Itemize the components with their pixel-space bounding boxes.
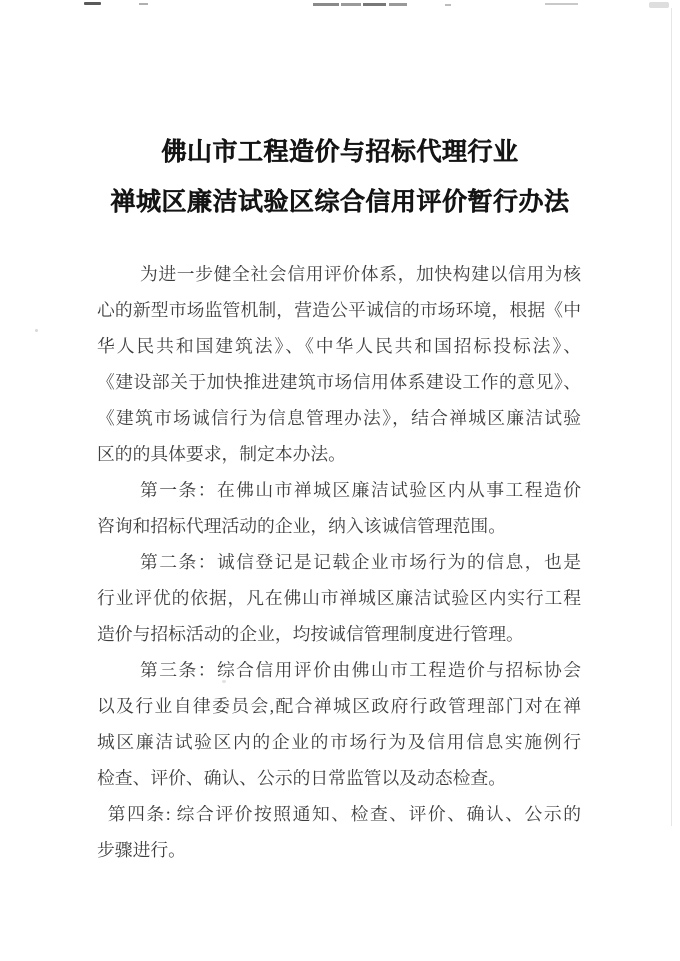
scan-speck (35, 329, 38, 332)
body-text-line: 《建筑市场诚信行为信息管理办法》，结合禅城区廉洁试验 (97, 408, 581, 428)
document-title-line-2: 禅城区廉洁试验区综合信用评价暂行办法 (110, 188, 570, 216)
body-text-line: 城区廉洁试验区内的企业的市场行为及信用信息实施例行 (97, 732, 581, 752)
body-text-line: 行业评优的依据，凡在佛山市禅城区廉洁试验区内实行工程 (97, 588, 581, 608)
body-text-line: 咨询和招标代理活动的企业，纳入该诚信管理范围。 (97, 516, 506, 536)
body-text-line: 第一条：在佛山市禅城区廉洁试验区内从事工程造价 (140, 480, 581, 500)
scan-smudge-mark (545, 3, 578, 5)
body-text-line: 第二条：诚信登记是记载企业市场行为的信息，也是 (140, 552, 581, 572)
scan-smudge-mark (389, 3, 407, 6)
scan-smudge-mark (341, 3, 361, 6)
body-text-line: 《建设部关于加快推进建筑市场信用体系建设工作的意见》、 (97, 372, 581, 392)
scan-edge-line (671, 8, 672, 826)
body-text-line: 华人民共和国建筑法》、《中华人民共和国招标投标法》、 (97, 336, 581, 356)
body-text-line: 心的新型市场监管机制，营造公平诚信的市场环境，根据《中 (97, 300, 581, 320)
body-text-line: 第三条：综合信用评价由佛山市工程造价与招标协会 (140, 660, 581, 680)
document-body (97, 256, 581, 868)
body-text-line: 步骤进行。 (97, 840, 186, 860)
scan-smudge-mark (313, 3, 339, 6)
scan-smudge-mark (649, 2, 669, 8)
body-text-line: 检查、评价、确认、公示的日常监管以及动态检查。 (97, 768, 506, 788)
scan-smudge-mark (363, 3, 386, 6)
scan-smudge-mark (84, 2, 101, 5)
body-text-line: 以及行业自律委员会,配合禅城区政府行政管理部门对在禅 (97, 696, 581, 716)
scan-smudge-mark (445, 4, 451, 6)
document-title-line-1: 佛山市工程造价与招标代理行业 (161, 138, 519, 166)
body-text-line: 区的的具体要求，制定本办法。 (97, 444, 346, 464)
document-title (0, 138, 680, 216)
body-text-line: 为进一步健全社会信用评价体系，加快构建以信用为核 (140, 264, 581, 284)
body-text-line: 第四条: 综合评价按照通知、检查、评价、确认、公示的 (107, 804, 581, 824)
scan-smudge-mark (139, 3, 148, 5)
body-text-line: 造价与招标活动的企业，均按诚信管理制度进行管理。 (97, 624, 524, 644)
